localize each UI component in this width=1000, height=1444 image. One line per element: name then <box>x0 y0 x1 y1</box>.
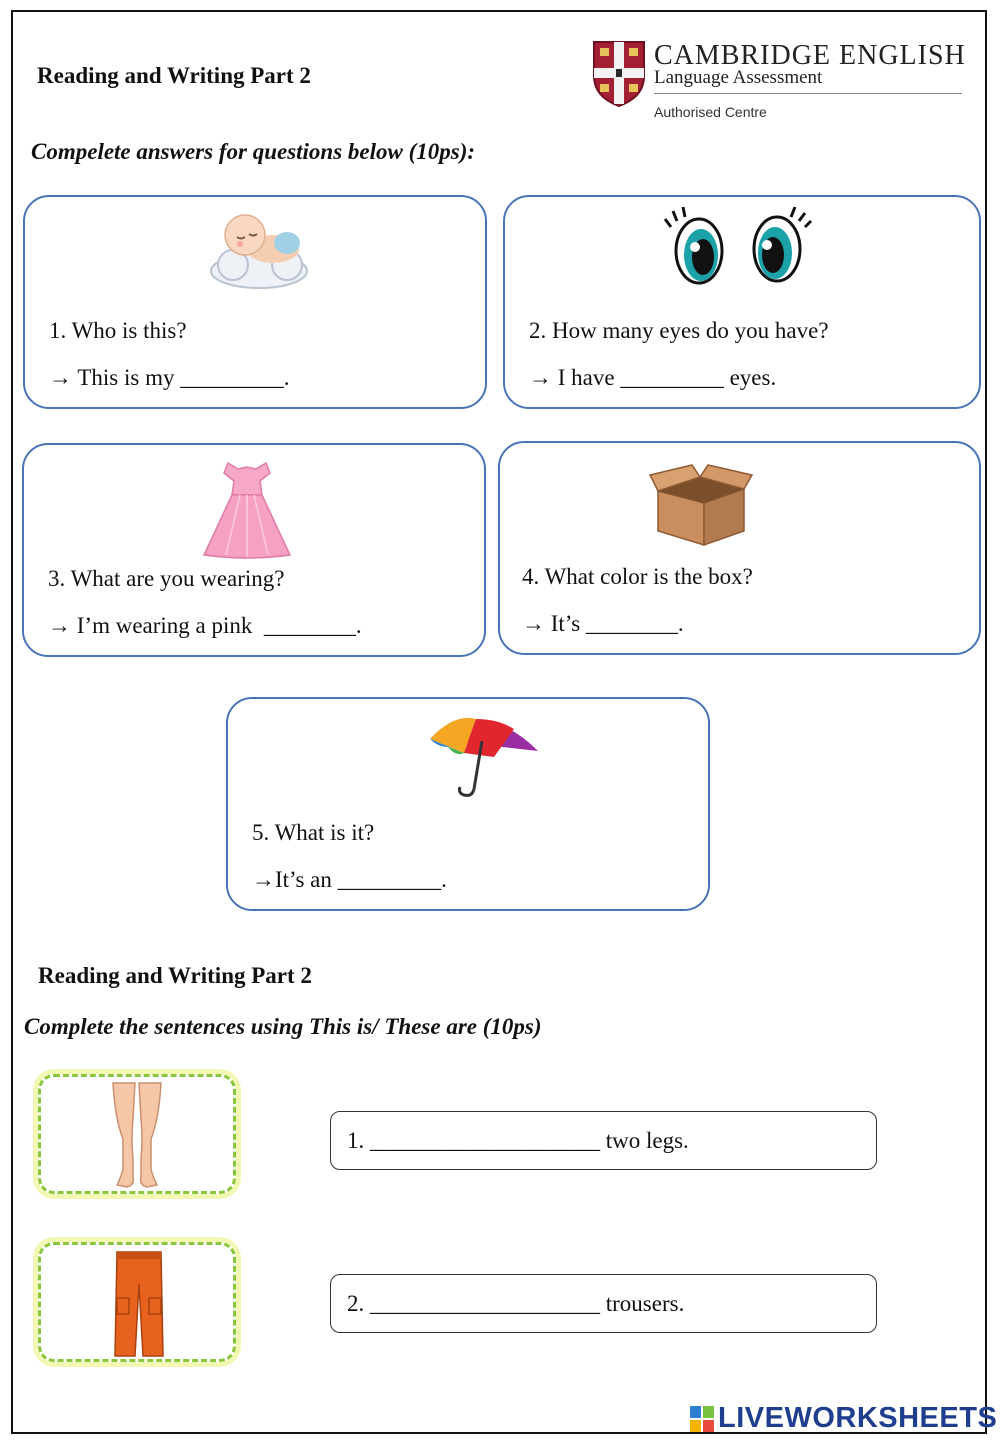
trousers-picture <box>38 1242 236 1362</box>
question-4-answer[interactable]: → It’s ________. <box>522 611 684 636</box>
question-1-text: 1. Who is this? <box>49 318 187 343</box>
question-card-2 <box>503 195 981 409</box>
question-2-text: 2. How many eyes do you have? <box>529 318 829 343</box>
sentence-box-1[interactable] <box>330 1111 877 1170</box>
question-card-1 <box>23 195 487 409</box>
box-icon <box>648 461 758 547</box>
question-5-answer[interactable]: →It’s an _________. <box>252 867 447 892</box>
question-2-answer[interactable]: → I have _________ eyes. <box>529 365 777 390</box>
question-1-answer[interactable]: → This is my _________. <box>49 365 290 390</box>
question-card-4 <box>498 441 981 655</box>
section2-title: Reading and Writing Part 2 <box>38 963 312 988</box>
section2-instruction: Complete the sentences using This is/ These are (10ps) <box>24 1014 542 1039</box>
umbrella-icon <box>424 705 548 801</box>
section1-instruction: Compelete answers for questions below (10ps): <box>31 139 476 164</box>
trousers-icon <box>111 1248 167 1360</box>
legs-icon <box>107 1079 167 1191</box>
dress-icon <box>200 459 294 559</box>
question-card-5 <box>226 697 710 911</box>
logo-divider <box>654 93 962 94</box>
shield-icon <box>592 40 646 108</box>
sentence-2-text: 2. ____________________ trousers. <box>347 1291 685 1316</box>
legs-picture <box>38 1074 236 1194</box>
logo-authorised-centre: Authorised Centre <box>654 104 767 120</box>
logo-subtitle: Language Assessment <box>654 67 823 88</box>
liveworksheets-logo-icon <box>690 1406 714 1432</box>
eyes-icon <box>661 203 815 291</box>
sentence-box-2[interactable] <box>330 1274 877 1333</box>
question-5-text: 5. What is it? <box>252 820 375 845</box>
baby-icon <box>207 209 311 293</box>
brand-name: LIVEWORKSHEETS <box>718 1402 998 1434</box>
question-card-3 <box>22 443 486 657</box>
question-3-text: 3. What are you wearing? <box>48 566 285 591</box>
question-4-text: 4. What color is the box? <box>522 564 753 589</box>
question-3-answer[interactable]: → I’m wearing a pink ________. <box>48 613 362 638</box>
sentence-1-text: 1. ____________________ two legs. <box>347 1128 689 1153</box>
page-title: Reading and Writing Part 2 <box>37 63 311 88</box>
logo-title: CAMBRIDGE ENGLISH <box>654 40 966 71</box>
cambridge-logo <box>592 40 964 120</box>
